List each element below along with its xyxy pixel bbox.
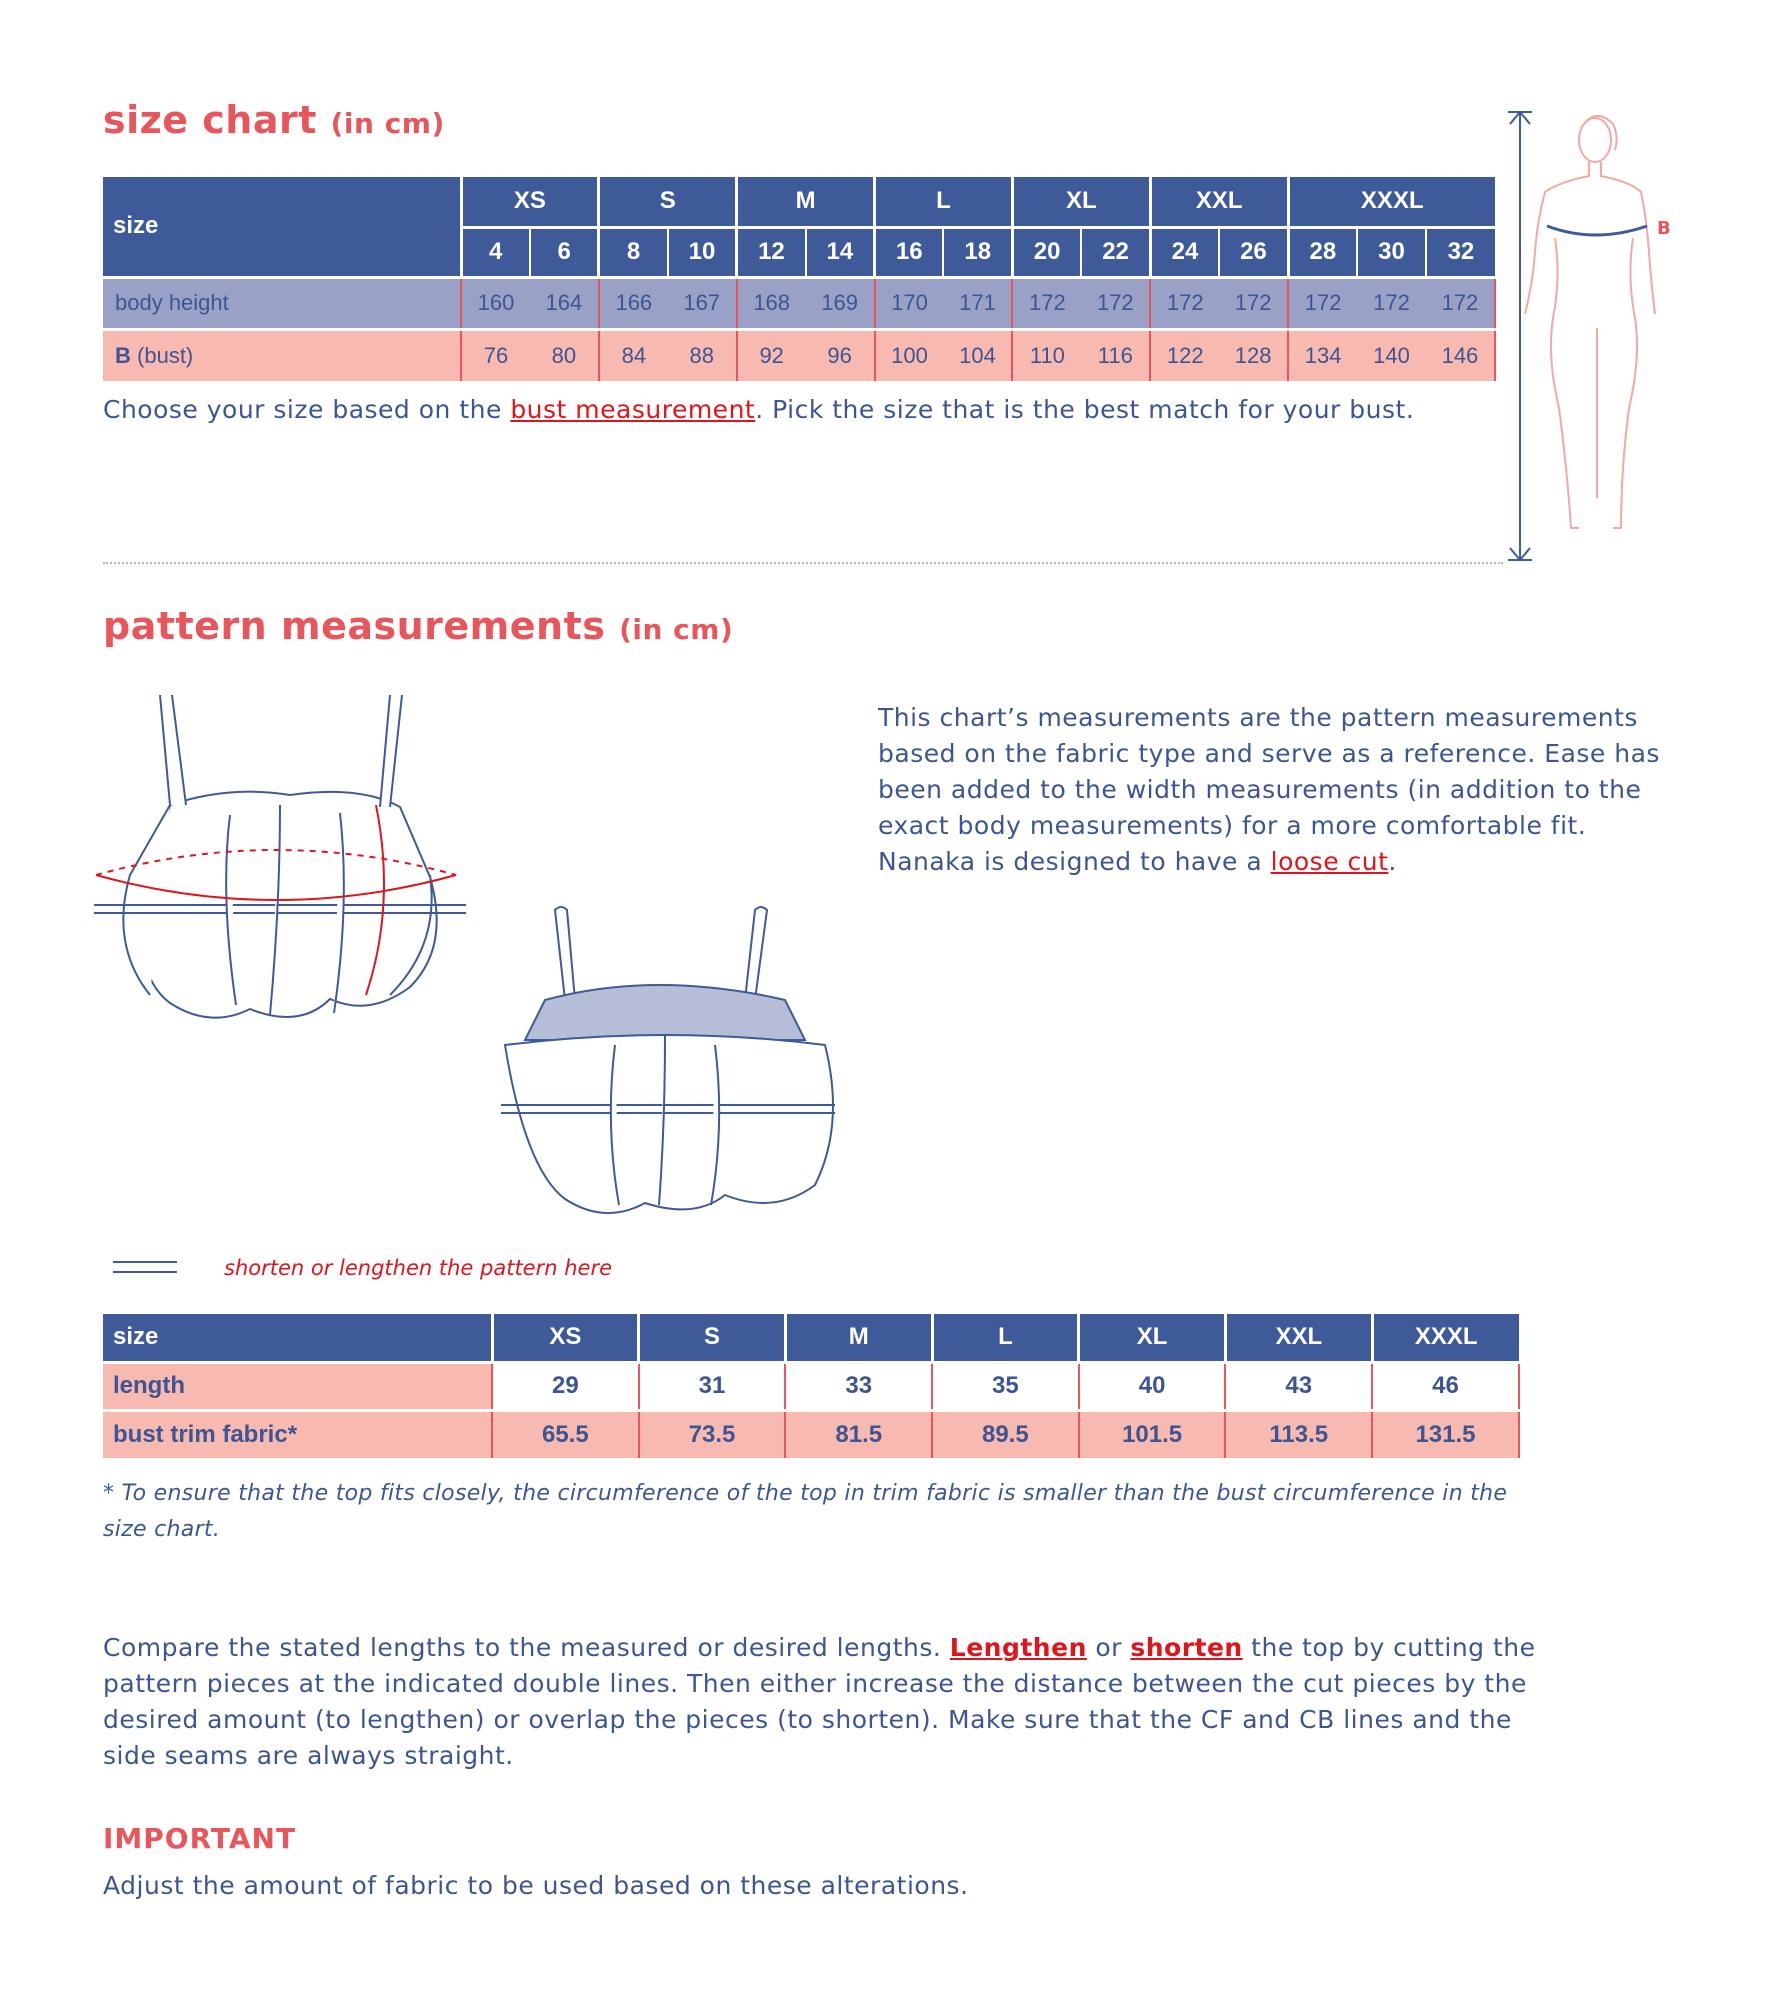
height-cell: 171: [943, 277, 1012, 329]
bust-cell: 100: [875, 329, 944, 381]
bust-cell: 134: [1288, 329, 1357, 381]
group-header: XS: [461, 177, 599, 227]
body-figure-icon: [1505, 108, 1675, 568]
size-cell: 24: [1150, 227, 1219, 277]
length-cell: 35: [932, 1362, 1079, 1410]
table-row: [103, 1410, 1519, 1458]
bust-cell: 84: [599, 329, 668, 381]
section-divider: [103, 562, 1503, 564]
height-cell: 169: [806, 277, 875, 329]
group-header: XXXL: [1288, 177, 1495, 227]
table-row: [103, 329, 1495, 381]
size-cell: XXL: [1225, 1314, 1372, 1362]
group-header: S: [599, 177, 737, 227]
bust-cell: 92: [737, 329, 806, 381]
size-cell: L: [932, 1314, 1079, 1362]
height-cell: 172: [1012, 277, 1081, 329]
bust-measurement-link[interactable]: bust measurement: [510, 395, 756, 424]
row-label: [103, 329, 461, 381]
row-label: body height: [103, 277, 461, 329]
size-chart-title: size chart (in cm): [103, 98, 445, 142]
size-header: size: [103, 1314, 492, 1362]
trim-cell: 113.5: [1225, 1410, 1372, 1458]
length-cell: 31: [639, 1362, 786, 1410]
trim-cell: 101.5: [1079, 1410, 1226, 1458]
compare-paragraph: Compare the stated lengths to the measured or desired lengths. Lengthen or shorten the top by cutting the pattern pieces at the indicated double lines. Then either increase the distance between the cut pieces by the desired amount (to lengthen) or overlap the pieces (to shorten). Make sure that the CF and CB lines and the side seams are always straight.: [103, 1633, 1536, 1770]
size-cell: 26: [1219, 227, 1288, 277]
size-cell: 8: [599, 227, 668, 277]
bust-cell: 146: [1426, 329, 1495, 381]
length-cell: 43: [1225, 1362, 1372, 1410]
height-cell: 166: [599, 277, 668, 329]
figure-label: B: [1657, 218, 1671, 239]
height-cell: 172: [1426, 277, 1495, 329]
trim-cell: 73.5: [639, 1410, 786, 1458]
length-cell: 33: [785, 1362, 932, 1410]
size-cell: 28: [1288, 227, 1357, 277]
group-header: M: [737, 177, 875, 227]
trim-cell: 89.5: [932, 1410, 1079, 1458]
size-cell: 30: [1357, 227, 1426, 277]
size-cell: 20: [1012, 227, 1081, 277]
bust-cell: 128: [1219, 329, 1288, 381]
size-cell: 32: [1426, 227, 1495, 277]
size-cell: 12: [737, 227, 806, 277]
front-garment-illustration: [90, 695, 480, 1035]
size-note: Choose your size based on the bust measurement. Pick the size that is the best match for your bust.: [103, 395, 1415, 424]
length-cell: 46: [1372, 1362, 1519, 1410]
size-chart-table: [103, 177, 1496, 381]
size-cell: 6: [530, 227, 599, 277]
height-cell: 172: [1219, 277, 1288, 329]
group-header: XL: [1012, 177, 1150, 227]
pattern-title: pattern measurements (in cm): [103, 604, 734, 648]
size-cell: M: [785, 1314, 932, 1362]
bust-cell: 88: [668, 329, 737, 381]
size-cell: 16: [875, 227, 944, 277]
size-cell: XS: [492, 1314, 639, 1362]
legend-text: shorten or lengthen the pattern here: [224, 1256, 612, 1280]
height-cell: 172: [1081, 277, 1150, 329]
length-cell: 40: [1079, 1362, 1226, 1410]
size-cell: S: [639, 1314, 786, 1362]
bust-cell: 76: [461, 329, 530, 381]
group-header: L: [875, 177, 1013, 227]
size-header: size: [103, 177, 461, 277]
important-text: Adjust the amount of fabric to be used based on these alterations.: [103, 1871, 969, 1900]
size-cell: XL: [1079, 1314, 1226, 1362]
height-cell: 160: [461, 277, 530, 329]
size-cell: XXXL: [1372, 1314, 1519, 1362]
bust-label-rest: (bust): [137, 342, 194, 368]
size-cell: 22: [1081, 227, 1150, 277]
double-line-legend-icon: [113, 1258, 177, 1278]
pattern-description: This chart’s measurements are the pattern measurements based on the fabric type and serve as a reference. Ease has been added to the width measurements (in addition to the exact body measurements) for a more comfortable fit. Nanaka is designed to have a loose cut.: [878, 703, 1660, 876]
trim-cell: 131.5: [1372, 1410, 1519, 1458]
table-row: [103, 1362, 1519, 1410]
bust-cell: 80: [530, 329, 599, 381]
shorten-link[interactable]: shorten: [1130, 1633, 1243, 1662]
trim-cell: 81.5: [785, 1410, 932, 1458]
size-cell: 10: [668, 227, 737, 277]
important-title: IMPORTANT: [103, 1822, 297, 1855]
bust-label-b: B: [115, 342, 131, 368]
length-cell: 29: [492, 1362, 639, 1410]
lengthen-link[interactable]: Lengthen: [949, 1633, 1087, 1662]
height-cell: 168: [737, 277, 806, 329]
height-cell: 164: [530, 277, 599, 329]
back-garment-illustration: [495, 905, 845, 1215]
trim-cell: 65.5: [492, 1410, 639, 1458]
height-cell: 167: [668, 277, 737, 329]
footnote: * To ensure that the top fits closely, the circumference of the top in trim fabric is smaller than the bust circumference in the size chart.: [103, 1481, 1508, 1542]
bust-cell: 122: [1150, 329, 1219, 381]
bust-cell: 140: [1357, 329, 1426, 381]
height-cell: 172: [1288, 277, 1357, 329]
table-row: [103, 277, 1495, 329]
height-cell: 172: [1150, 277, 1219, 329]
bust-cell: 116: [1081, 329, 1150, 381]
size-cell: 14: [806, 227, 875, 277]
row-label: bust trim fabric*: [103, 1410, 492, 1458]
height-cell: 170: [875, 277, 944, 329]
size-cell: 18: [943, 227, 1012, 277]
bust-cell: 96: [806, 329, 875, 381]
loose-cut-link[interactable]: loose cut: [1270, 847, 1389, 876]
group-header: XXL: [1150, 177, 1288, 227]
pattern-table: [103, 1314, 1520, 1458]
height-cell: 172: [1357, 277, 1426, 329]
row-label: length: [103, 1362, 492, 1410]
bust-cell: 110: [1012, 329, 1081, 381]
bust-cell: 104: [943, 329, 1012, 381]
size-cell: 4: [461, 227, 530, 277]
